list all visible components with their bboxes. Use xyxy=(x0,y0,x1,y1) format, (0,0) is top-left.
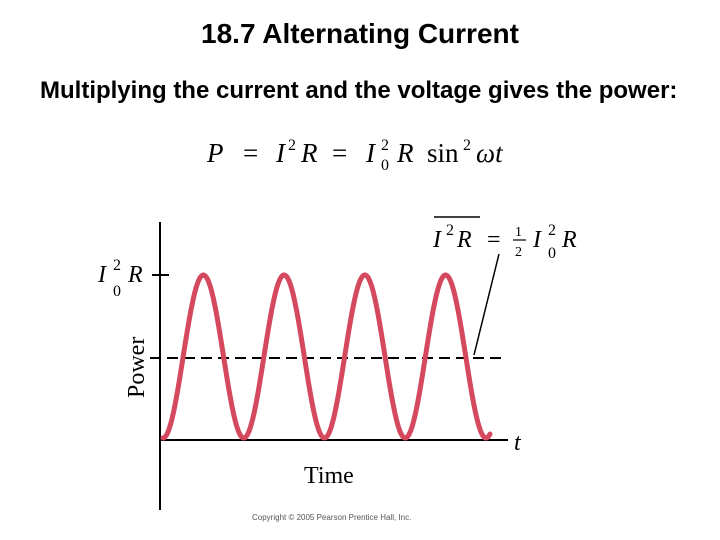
svg-text:R: R xyxy=(128,262,143,288)
svg-text:0: 0 xyxy=(548,245,556,262)
svg-text:2: 2 xyxy=(515,245,522,260)
leader-line xyxy=(474,254,499,355)
eq-sub-2: 0 xyxy=(381,157,389,174)
eq-i-1: I xyxy=(276,138,285,168)
svg-text:1: 1 xyxy=(515,225,522,240)
svg-text:2: 2 xyxy=(446,222,454,239)
y-axis-label: Power xyxy=(124,336,150,398)
average-label xyxy=(432,217,577,262)
svg-text:=: = xyxy=(487,227,501,253)
copyright-text: Copyright © 2005 Pearson Prentice Hall, Inc. xyxy=(252,513,412,522)
peak-label xyxy=(97,257,143,300)
svg-text:R: R xyxy=(457,227,472,253)
power-equation xyxy=(206,137,504,174)
svg-text:2: 2 xyxy=(548,222,556,239)
eq-i-2: I xyxy=(366,138,375,168)
eq-r-1: R xyxy=(301,138,318,168)
svg-text:I: I xyxy=(433,227,441,253)
svg-text:I: I xyxy=(98,262,106,288)
eq-equals-2: = xyxy=(332,138,348,168)
svg-text:I: I xyxy=(533,227,541,253)
eq-sin: sin xyxy=(427,138,459,168)
eq-omega-t: ωt xyxy=(476,138,503,168)
svg-text:0: 0 xyxy=(113,283,121,300)
eq-r-2: R xyxy=(397,138,414,168)
power-curve xyxy=(163,275,490,438)
x-axis-label: Time xyxy=(304,463,354,489)
eq-sup-2: 2 xyxy=(381,137,389,154)
slide-title: 18.7 Alternating Current xyxy=(201,18,519,49)
svg-text:R: R xyxy=(562,227,577,253)
eq-p: P xyxy=(207,138,224,168)
body-text: Multiplying the current and the voltage gives the power: xyxy=(40,77,678,104)
eq-sup-3: 2 xyxy=(463,137,471,154)
svg-text:2: 2 xyxy=(113,257,121,274)
t-label: t xyxy=(514,430,521,456)
eq-sup-1: 2 xyxy=(288,137,296,154)
eq-equals-1: = xyxy=(243,138,259,168)
